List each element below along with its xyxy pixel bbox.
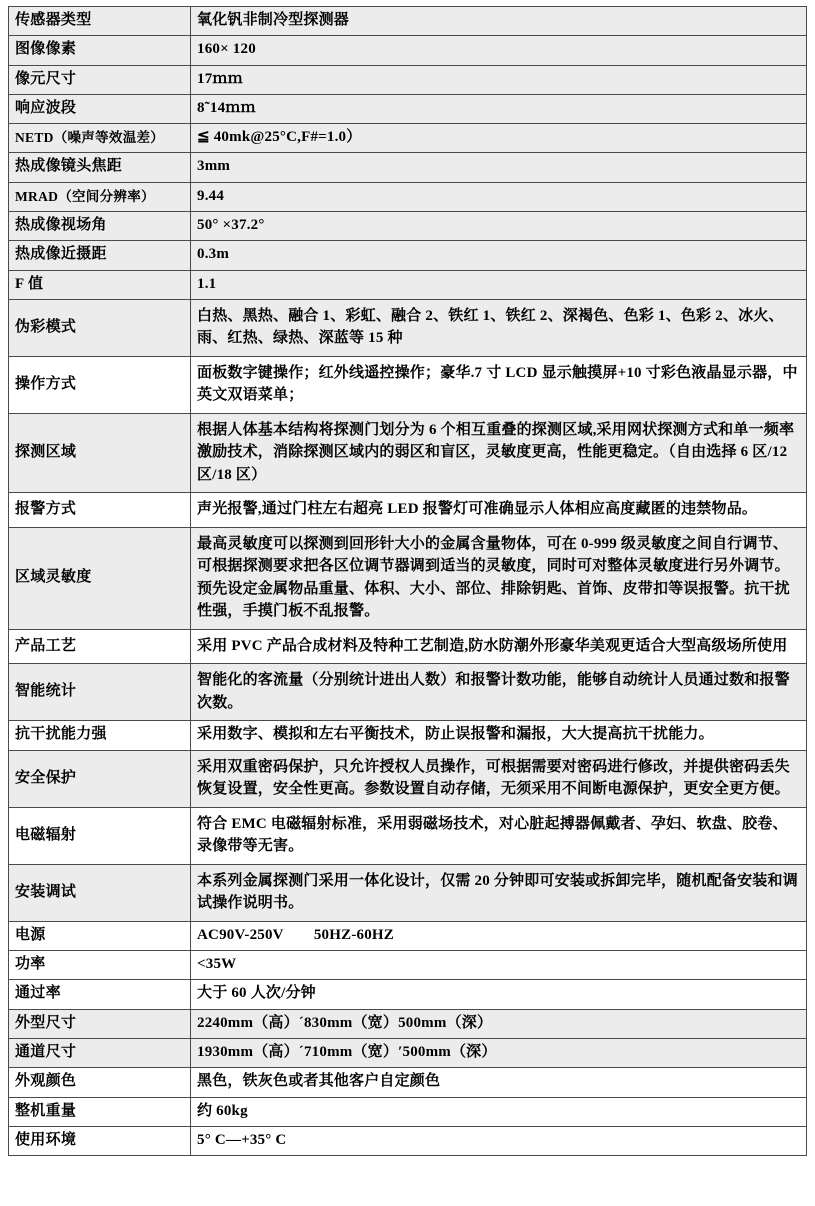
spec-value-cell: 面板数字键操作；红外线遥控操作；豪华.7 寸 LCD 显示触摸屏+10 寸彩色液晶显示器，中英文双语菜单；	[191, 356, 807, 413]
spec-label-cell: MRAD（空间分辨率）	[9, 182, 191, 211]
spec-label-cell: 报警方式	[9, 493, 191, 528]
spec-value-cell: 1930mm（高）´710mm（宽）′500mm（深）	[191, 1038, 807, 1067]
spec-label-cell: 探测区域	[9, 413, 191, 493]
spec-value-cell: 采用双重密码保护，只允许授权人员操作，可根据需要对密码进行修改，并提供密码丢失恢复设置，安全性更高。参数设置自动存储，无须采用不间断电源保护，更安全更方便。	[191, 750, 807, 807]
table-row	[9, 527, 807, 629]
spec-label-cell: 安全保护	[9, 750, 191, 807]
spec-value-cell: 2240mm（高）´830mm（宽）500mm（深）	[191, 1009, 807, 1038]
spec-value-cell: ≦ 40mk@25°C,F#=1.0）	[191, 124, 807, 153]
table-row	[9, 750, 807, 807]
spec-label-cell: 使用环境	[9, 1126, 191, 1155]
table-row	[9, 65, 807, 94]
spec-label-cell: 智能统计	[9, 664, 191, 721]
table-row	[9, 124, 807, 153]
spec-label-cell: 热成像镜头焦距	[9, 153, 191, 182]
specification-table-body	[9, 7, 807, 1156]
spec-label-cell: 功率	[9, 951, 191, 980]
spec-value-cell: 5° C—+35° C	[191, 1126, 807, 1155]
spec-value-cell: 大于 60 人次/分钟	[191, 980, 807, 1009]
table-row	[9, 270, 807, 299]
spec-value-cell: 9.44	[191, 182, 807, 211]
table-row	[9, 980, 807, 1009]
spec-label-cell: F 值	[9, 270, 191, 299]
spec-value-cell: 160× 120	[191, 36, 807, 65]
table-row	[9, 629, 807, 664]
table-row	[9, 7, 807, 36]
spec-value-cell: 17ｍｍ	[191, 65, 807, 94]
spec-value-cell: 智能化的客流量（分别统计进出人数）和报警计数功能，能够自动统计人员通过数和报警次数。	[191, 664, 807, 721]
spec-value-cell: 0.3m	[191, 241, 807, 270]
spec-label-cell: 热成像近摄距	[9, 241, 191, 270]
spec-value-cell: 本系列金属探测门采用一体化设计，仅需 20 分钟即可安装或拆卸完毕，随机配备安装和调试操作说明书。	[191, 864, 807, 921]
spec-value-cell: 3mm	[191, 153, 807, 182]
table-row	[9, 1068, 807, 1097]
spec-label-cell: 电磁辐射	[9, 807, 191, 864]
spec-label-cell: 热成像视场角	[9, 212, 191, 241]
spec-label-cell: 电源	[9, 921, 191, 950]
table-row	[9, 664, 807, 721]
table-row	[9, 413, 807, 493]
spec-label-cell: 外观颜色	[9, 1068, 191, 1097]
spec-label-cell: 伪彩模式	[9, 299, 191, 356]
spec-label-cell: 响应波段	[9, 94, 191, 123]
spec-value-cell: 1.1	[191, 270, 807, 299]
table-row	[9, 864, 807, 921]
spec-value-cell: 采用数字、模拟和左右平衡技术，防止误报警和漏报，大大提高抗干扰能力。	[191, 721, 807, 750]
spec-value-cell: AC90V-250V 50HZ-60HZ	[191, 921, 807, 950]
table-row	[9, 356, 807, 413]
table-row	[9, 36, 807, 65]
spec-label-cell: 像元尺寸	[9, 65, 191, 94]
table-row	[9, 493, 807, 528]
spec-value-cell: <35W	[191, 951, 807, 980]
table-row	[9, 951, 807, 980]
table-row	[9, 1126, 807, 1155]
table-row	[9, 921, 807, 950]
spec-value-cell: 氧化钒非制冷型探测器	[191, 7, 807, 36]
spec-value-cell: 黑色，铁灰色或者其他客户自定颜色	[191, 1068, 807, 1097]
spec-label-cell: 整机重量	[9, 1097, 191, 1126]
spec-label-cell: 产品工艺	[9, 629, 191, 664]
spec-value-cell: 8˜14ｍｍ	[191, 94, 807, 123]
spec-value-cell: 50° ×37.2°	[191, 212, 807, 241]
table-row	[9, 153, 807, 182]
spec-label-cell: 区域灵敏度	[9, 527, 191, 629]
table-row	[9, 94, 807, 123]
table-row	[9, 212, 807, 241]
table-row	[9, 182, 807, 211]
table-row	[9, 299, 807, 356]
spec-value-cell: 白热、黑热、融合 1、彩虹、融合 2、铁红 1、铁红 2、深褐色、色彩 1、色彩 2、冰火、雨、红热、绿热、深蓝等 15 种	[191, 299, 807, 356]
spec-value-cell: 采用 PVC 产品合成材料及特种工艺制造,防水防潮外形豪华美观更适合大型高级场所使用	[191, 629, 807, 664]
table-row	[9, 1097, 807, 1126]
spec-label-cell: 外型尺寸	[9, 1009, 191, 1038]
spec-label-cell: 通道尺寸	[9, 1038, 191, 1067]
table-row	[9, 807, 807, 864]
spec-label-cell: 抗干扰能力强	[9, 721, 191, 750]
table-row	[9, 241, 807, 270]
table-row	[9, 721, 807, 750]
spec-label-cell: 操作方式	[9, 356, 191, 413]
spec-value-cell: 最高灵敏度可以探测到回形针大小的金属含量物体，可在 0-999 级灵敏度之间自行调节、可根据探测要求把各区位调节器调到适当的灵敏度，同时可对整体灵敏度进行另外调节。预先设定金属物品重量、体积、大小、部位、排除钥匙、首饰、皮带扣等误报警。抗干扰性强，手摸门板不乱报警。	[191, 527, 807, 629]
table-row	[9, 1038, 807, 1067]
specification-table	[8, 6, 807, 1156]
table-row	[9, 1009, 807, 1038]
spec-value-cell: 声光报警,通过门柱左右超亮 LED 报警灯可准确显示人体相应高度藏匿的违禁物品。	[191, 493, 807, 528]
spec-value-cell: 符合 EMC 电磁辐射标准，采用弱磁场技术，对心脏起搏器佩戴者、孕妇、软盘、胶卷、录像带等无害。	[191, 807, 807, 864]
spec-label-cell: 图像像素	[9, 36, 191, 65]
spec-label-cell: 传感器类型	[9, 7, 191, 36]
spec-label-cell: NETD（噪声等效温差）	[9, 124, 191, 153]
spec-label-cell: 通过率	[9, 980, 191, 1009]
spec-label-cell: 安装调试	[9, 864, 191, 921]
spec-value-cell: 根据人体基本结构将探测门划分为 6 个相互重叠的探测区域,采用网状探测方式和单一频率激励技术，消除探测区域内的弱区和盲区，灵敏度更高，性能更稳定。（自由选择 6 区/12 区/18 区）	[191, 413, 807, 493]
spec-value-cell: 约 60kg	[191, 1097, 807, 1126]
